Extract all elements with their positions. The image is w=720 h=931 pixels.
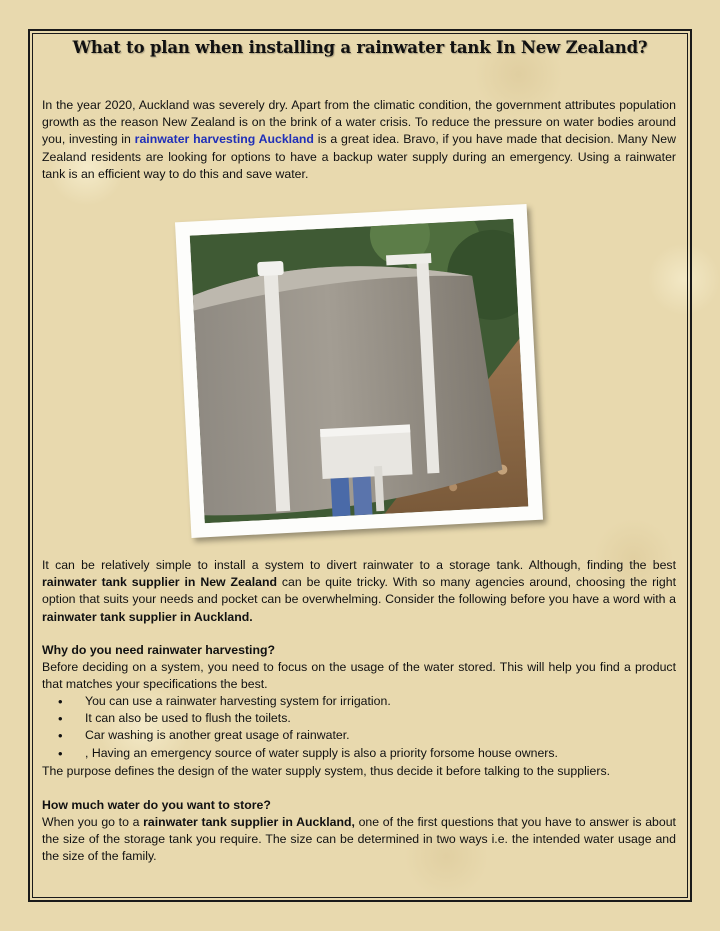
page-title: What to plan when installing a rainwater tank In New Zealand? bbox=[72, 38, 648, 57]
section-why-closing: The purpose defines the design of the water supply system, thus decide it before talking to the suppliers. bbox=[42, 764, 611, 778]
usage-bullet-list bbox=[58, 693, 558, 762]
supplier-bold-1: rainwater tank supplier in New Zealand bbox=[42, 575, 277, 590]
section-how-much-paragraph bbox=[42, 814, 676, 866]
list-item: • , Having an emergency source of water supply is also a priority forsome house owners. bbox=[58, 745, 558, 762]
storage-bold: rainwater tank supplier in Auckland, bbox=[143, 815, 355, 829]
list-item: • It can also be used to flush the toilets. bbox=[58, 710, 558, 727]
intro-text-1: In the year 2020, Auckland was severely dry. Apart from the climatic condition, the government attributes population growth as the reason New Zealand is on the brink of a water crisis. To reduce the pressure on water bodies around you, investing in bbox=[42, 98, 676, 147]
intro-text-2: is a great idea. Bravo, if you have made that decision. Many New Zealand residents are looking for options to have a backup water supply during an emergency. Using a rainwater tank is an efficient way to do this and save water. bbox=[42, 132, 676, 181]
section-heading-how-much: How much water do you want to store? bbox=[42, 798, 271, 812]
supplier-bold-2: rainwater tank supplier in Auckland. bbox=[42, 609, 253, 624]
section-why-text: Before deciding on a system, you need to focus on the usage of the water stored. This will help you find a product that matches your specifications the best. bbox=[42, 660, 676, 692]
storage-text-2: one of the first questions that you have to answer is about the size of the storage tank you require. The size can be determined in two ways i.e. the intended water usage and the size of the family. bbox=[42, 815, 676, 864]
supplier-text-1: It can be relatively simple to install a system to divert rainwater to a storage tank. Although, finding the best bbox=[42, 558, 676, 572]
supplier-text-2: can be quite tricky. With so many agencies around, choosing the right option that suits your needs and pocket can be overwhelming. Consider the following before you have a word with a bbox=[42, 575, 676, 607]
storage-text-1: When you go to a bbox=[42, 815, 144, 829]
intro-paragraph bbox=[42, 97, 676, 183]
photo-image bbox=[190, 219, 529, 524]
list-item: • Car washing is another great usage of rainwater. bbox=[58, 727, 558, 744]
list-item: • You can use a rainwater harvesting system for irrigation. bbox=[58, 693, 558, 710]
section-heading-why: Why do you need rainwater harvesting? bbox=[42, 643, 275, 657]
rainwater-harvesting-link[interactable]: rainwater harvesting Auckland bbox=[134, 132, 314, 147]
supplier-paragraph bbox=[42, 557, 676, 626]
rainwater-tank-illustration bbox=[190, 219, 529, 524]
rainwater-tank-photo bbox=[175, 204, 543, 538]
